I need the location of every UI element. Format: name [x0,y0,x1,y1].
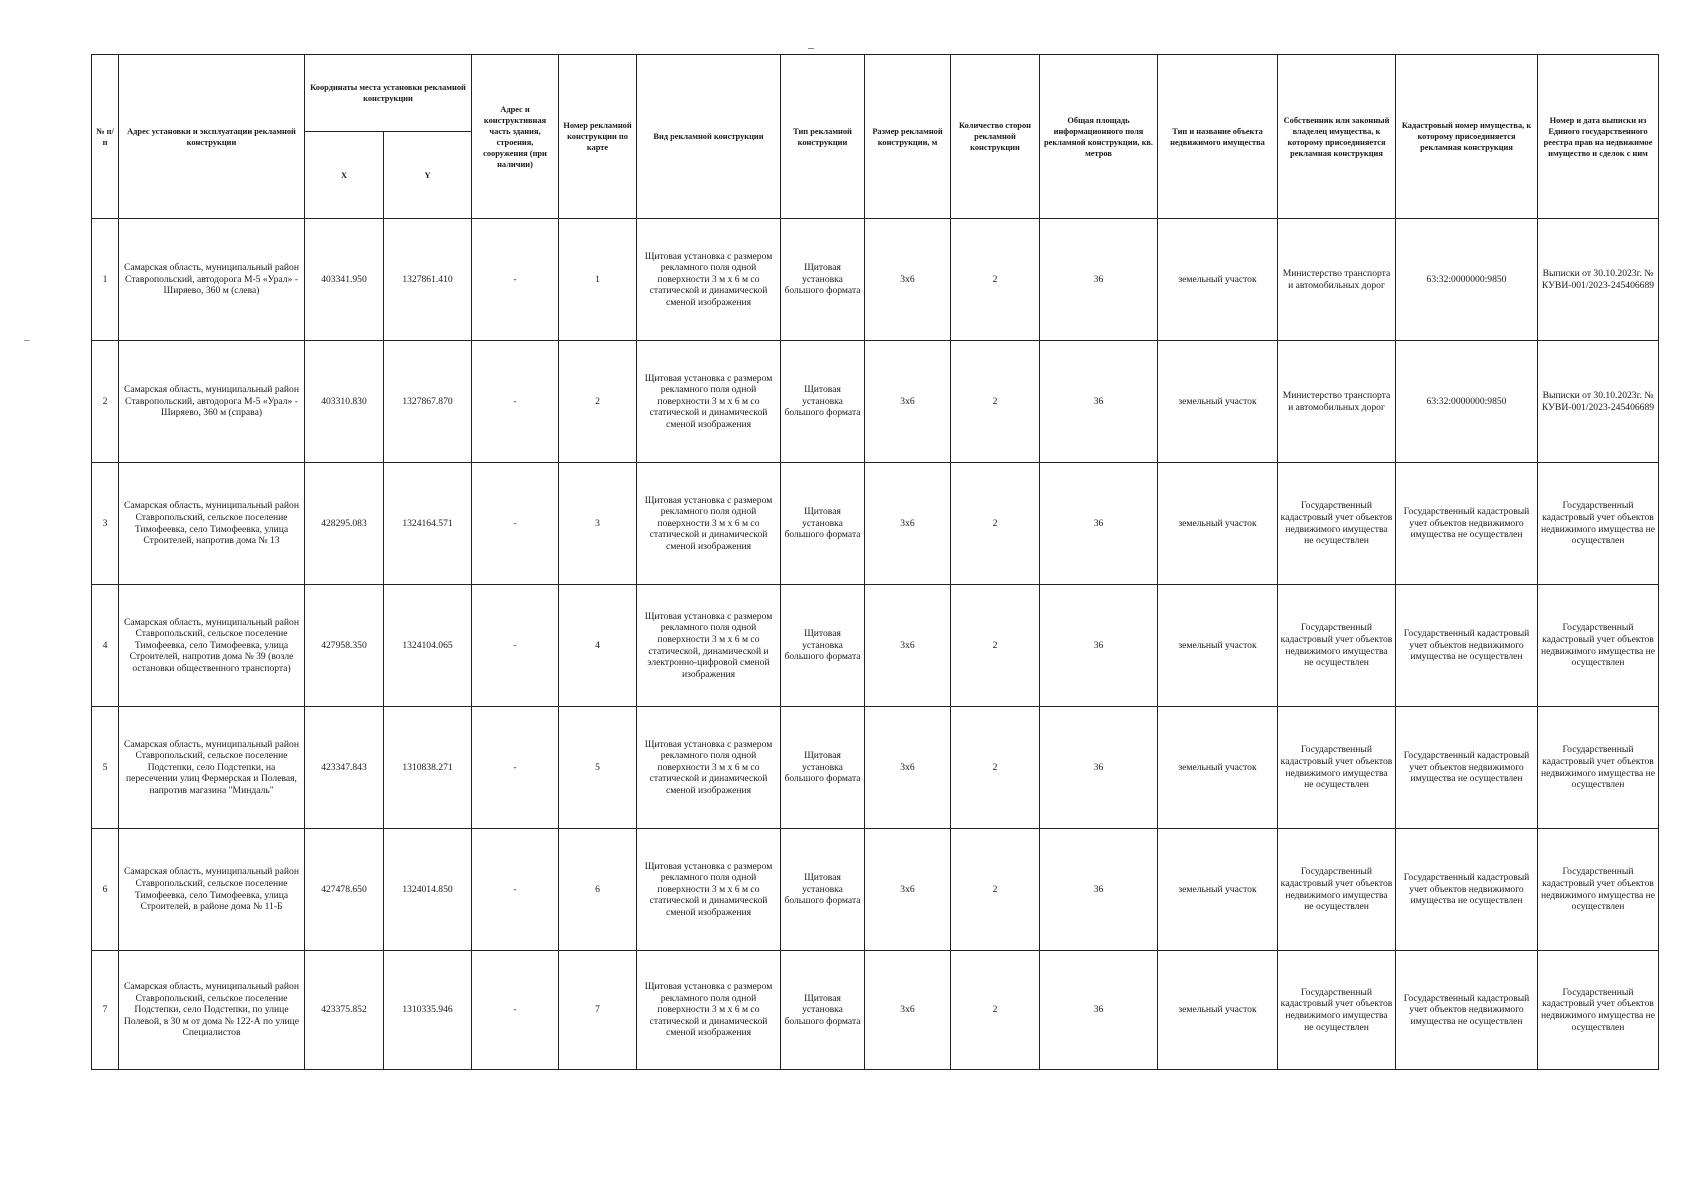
cell-building-part: - [472,585,559,707]
cell-coord-x: 403341.950 [305,219,384,341]
cell-extract: Государственный кадастровый учет объектов недвижимого имущества не осуществлен [1538,585,1659,707]
cell-kind: Щитовая установка с размером рекламного поля одной поверхности 3 м х 6 м со статической и динамической сменой изображения [637,219,781,341]
cell-extract: Выписки от 30.10.2023г. № КУВИ-001/2023-245406689 [1538,341,1659,463]
cell-coord-y: 1324164.571 [384,463,472,585]
cell-type: Щитовая установка большого формата [781,707,865,829]
header-coord-y: Y [384,132,472,219]
cell-building-part: - [472,951,559,1070]
header-extract: Номер и дата выписки из Единого государственного реестра прав на недвижимое имущество и сделок с ним [1538,55,1659,219]
cell-map-number: 3 [559,463,637,585]
cell-coord-y: 1327867.870 [384,341,472,463]
cell-object-type: земельный участок [1158,707,1278,829]
cell-sides: 2 [951,951,1040,1070]
cell-cadastral: Государственный кадастровый учет объектов недвижимого имущества не осуществлен [1396,585,1538,707]
cell-owner: Государственный кадастровый учет объектов недвижимого имущества не осуществлен [1278,951,1396,1070]
cell-size: 3х6 [865,341,951,463]
cell-coord-x: 428295.083 [305,463,384,585]
cell-area: 36 [1040,829,1158,951]
cell-type: Щитовая установка большого формата [781,585,865,707]
cell-area: 36 [1040,341,1158,463]
table-row [92,829,1659,951]
cell-size: 3х6 [865,219,951,341]
cell-cadastral: Государственный кадастровый учет объектов недвижимого имущества не осуществлен [1396,707,1538,829]
table-row [92,951,1659,1070]
cell-sides: 2 [951,341,1040,463]
cell-area: 36 [1040,585,1158,707]
cell-size: 3х6 [865,951,951,1070]
cell-map-number: 1 [559,219,637,341]
cell-address: Самарская область, муниципальный район Ставропольский, сельское поселение Тимофеевка, село Тимофеевка, улица Строителей, напротив дома № 39 (возле остановки общественного транспорта) [119,585,305,707]
cell-cadastral: Государственный кадастровый учет объектов недвижимого имущества не осуществлен [1396,951,1538,1070]
header-size: Размер рекламной конструкции, м [865,55,951,219]
cell-owner: Государственный кадастровый учет объектов недвижимого имущества не осуществлен [1278,829,1396,951]
cell-building-part: - [472,707,559,829]
cell-size: 3х6 [865,829,951,951]
header-sides: Количество сторон рекламной конструкции [951,55,1040,219]
header-cadastral: Кадастровый номер имущества, к которому присоединяется рекламная конструкция [1396,55,1538,219]
header-area: Общая площадь информационного поля рекламной конструкции, кв. метров [1040,55,1158,219]
cell-object-type: земельный участок [1158,829,1278,951]
cell-coord-x: 423347.843 [305,707,384,829]
cell-num: 6 [92,829,119,951]
cell-owner: Государственный кадастровый учет объектов недвижимого имущества не осуществлен [1278,585,1396,707]
cell-kind: Щитовая установка с размером рекламного поля одной поверхности 3 м х 6 м со статической и динамической сменой изображения [637,829,781,951]
cell-map-number: 6 [559,829,637,951]
cell-address: Самарская область, муниципальный район Ставропольский, сельское поселение Подстепки, село Подстепки, на пересечении улиц Фермерская и Полевая, напротив магазина "Миндаль" [119,707,305,829]
cell-address: Самарская область, муниципальный район Ставропольский, сельское поселение Тимофеевка, село Тимофеевка, улица Строителей, напротив дома № 13 [119,463,305,585]
header-coord-x: X [305,132,384,219]
header-object-type: Тип и название объекта недвижимого имущества [1158,55,1278,219]
cell-sides: 2 [951,829,1040,951]
document-sheet [91,54,1659,1070]
table-row [92,341,1659,463]
cell-address: Самарская область, муниципальный район Ставропольский, автодорога М-5 «Урал» - Ширяево, 360 м (слева) [119,219,305,341]
header-building-part: Адрес и конструктивная часть здания, строения, сооружения (при наличии) [472,55,559,219]
cell-map-number: 7 [559,951,637,1070]
cell-num: 3 [92,463,119,585]
header-coords: Координаты места установки рекламной конструкции [305,55,472,132]
cell-object-type: земельный участок [1158,463,1278,585]
cell-address: Самарская область, муниципальный район Ставропольский, автодорога М-5 «Урал» - Ширяево, 360 м (справа) [119,341,305,463]
scan-mark [808,48,814,49]
cell-kind: Щитовая установка с размером рекламного поля одной поверхности 3 м х 6 м со статической, динамической и электронно-цифровой сменой изображения [637,585,781,707]
cell-coord-y: 1324104.065 [384,585,472,707]
cell-address: Самарская область, муниципальный район Ставропольский, сельское поселение Подстепки, село Подстепки, по улице Полевой, в 30 м от дома № 122-А по улице Специалистов [119,951,305,1070]
cell-num: 2 [92,341,119,463]
cell-coord-y: 1310838.271 [384,707,472,829]
cell-coord-x: 403310.830 [305,341,384,463]
cell-owner: Министерство транспорта и автомобильных дорог [1278,341,1396,463]
cell-object-type: земельный участок [1158,219,1278,341]
cell-type: Щитовая установка большого формата [781,829,865,951]
ad-structures-table [91,54,1659,1070]
header-address: Адрес установки и эксплуатации рекламной конструкции [119,55,305,219]
header-num: № п/п [92,55,119,219]
cell-num: 4 [92,585,119,707]
cell-cadastral: 63:32:0000000:9850 [1396,219,1538,341]
cell-coord-y: 1310335.946 [384,951,472,1070]
cell-num: 7 [92,951,119,1070]
table-row [92,463,1659,585]
cell-building-part: - [472,829,559,951]
cell-map-number: 5 [559,707,637,829]
cell-coord-x: 427478.650 [305,829,384,951]
cell-type: Щитовая установка большого формата [781,951,865,1070]
cell-type: Щитовая установка большого формата [781,219,865,341]
cell-coord-y: 1324014.850 [384,829,472,951]
cell-extract: Государственный кадастровый учет объектов недвижимого имущества не осуществлен [1538,829,1659,951]
cell-owner: Государственный кадастровый учет объектов недвижимого имущества не осуществлен [1278,707,1396,829]
header-type: Тип рекламной конструкции [781,55,865,219]
cell-area: 36 [1040,463,1158,585]
cell-type: Щитовая установка большого формата [781,341,865,463]
cell-building-part: - [472,463,559,585]
cell-kind: Щитовая установка с размером рекламного поля одной поверхности 3 м х 6 м со статической и динамической сменой изображения [637,341,781,463]
cell-map-number: 2 [559,341,637,463]
margin-mark [24,340,30,341]
cell-sides: 2 [951,707,1040,829]
cell-object-type: земельный участок [1158,341,1278,463]
cell-cadastral: 63:32:0000000:9850 [1396,341,1538,463]
cell-coord-y: 1327861.410 [384,219,472,341]
header-map-number: Номер рекламной конструкции по карте [559,55,637,219]
table-row [92,585,1659,707]
cell-kind: Щитовая установка с размером рекламного поля одной поверхности 3 м х 6 м со статической и динамической сменой изображения [637,463,781,585]
cell-extract: Государственный кадастровый учет объектов недвижимого имущества не осуществлен [1538,463,1659,585]
cell-cadastral: Государственный кадастровый учет объектов недвижимого имущества не осуществлен [1396,829,1538,951]
cell-kind: Щитовая установка с размером рекламного поля одной поверхности 3 м х 6 м со статической и динамической сменой изображения [637,951,781,1070]
cell-num: 1 [92,219,119,341]
cell-sides: 2 [951,219,1040,341]
cell-size: 3х6 [865,463,951,585]
cell-sides: 2 [951,585,1040,707]
cell-building-part: - [472,341,559,463]
cell-object-type: земельный участок [1158,951,1278,1070]
cell-extract: Государственный кадастровый учет объектов недвижимого имущества не осуществлен [1538,951,1659,1070]
cell-sides: 2 [951,463,1040,585]
cell-coord-x: 427958.350 [305,585,384,707]
cell-area: 36 [1040,219,1158,341]
cell-type: Щитовая установка большого формата [781,463,865,585]
cell-coord-x: 423375.852 [305,951,384,1070]
cell-extract: Выписки от 30.10.2023г. № КУВИ-001/2023-245406689 [1538,219,1659,341]
cell-object-type: земельный участок [1158,585,1278,707]
cell-cadastral: Государственный кадастровый учет объектов недвижимого имущества не осуществлен [1396,463,1538,585]
cell-building-part: - [472,219,559,341]
table-body [92,219,1659,1070]
cell-owner: Министерство транспорта и автомобильных дорог [1278,219,1396,341]
cell-map-number: 4 [559,585,637,707]
cell-size: 3х6 [865,585,951,707]
header-kind: Вид рекламной конструкции [637,55,781,219]
cell-area: 36 [1040,951,1158,1070]
cell-size: 3х6 [865,707,951,829]
cell-kind: Щитовая установка с размером рекламного поля одной поверхности 3 м х 6 м со статической и динамической сменой изображения [637,707,781,829]
cell-num: 5 [92,707,119,829]
cell-address: Самарская область, муниципальный район Ставропольский, сельское поселение Тимофеевка, село Тимофеевка, улица Строителей, в районе дома № 11-Б [119,829,305,951]
cell-extract: Государственный кадастровый учет объектов недвижимого имущества не осуществлен [1538,707,1659,829]
table-row [92,219,1659,341]
header-owner: Собственник или законный владелец имущества, к которому присоединяется рекламная конструкция [1278,55,1396,219]
table-row [92,707,1659,829]
cell-area: 36 [1040,707,1158,829]
cell-owner: Государственный кадастровый учет объектов недвижимого имущества не осуществлен [1278,463,1396,585]
